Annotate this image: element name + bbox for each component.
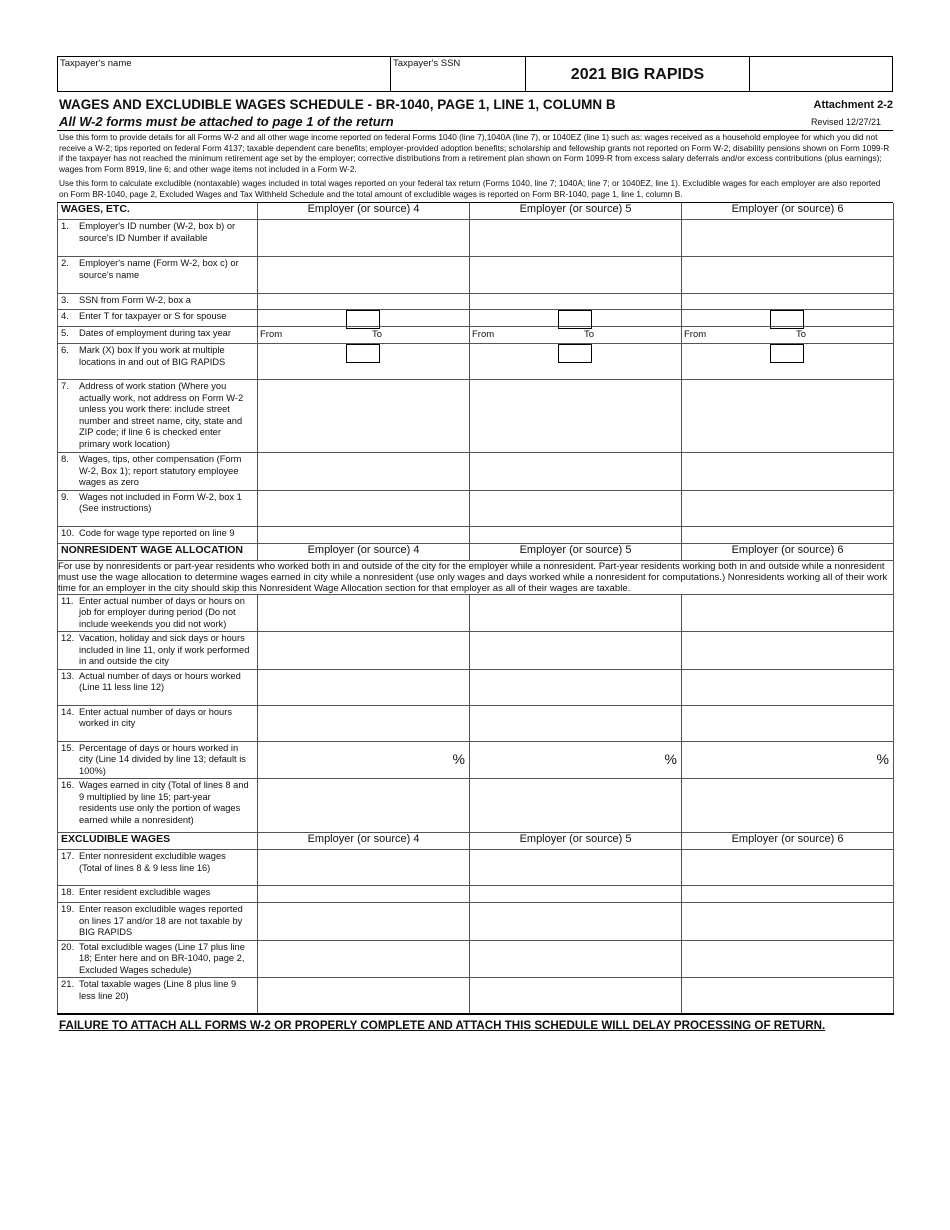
line-label: Enter resident excludible wages: [79, 887, 211, 898]
employer-5-line-16-input[interactable]: [470, 779, 682, 833]
section-header-excludible: [58, 833, 894, 850]
employer-4-line-4-cell: [258, 310, 470, 327]
revision-date: Revised 12/27/21: [810, 117, 881, 127]
employer-6-line-4-cell: [682, 310, 894, 327]
employer-4-line-3-input[interactable]: [258, 294, 470, 310]
title-bar: [57, 96, 893, 114]
percent-sign: %: [876, 750, 889, 767]
employer-4-line-12-input[interactable]: [258, 632, 470, 670]
line-number: 17.: [61, 851, 75, 863]
line-21-row: [58, 978, 894, 1014]
employer-6-line-6-cell: [682, 344, 894, 380]
attachment-number: Attachment 2-2: [813, 99, 893, 111]
column-header: Employer (or source) 5: [470, 833, 682, 850]
employer-5-line-12-input[interactable]: [470, 632, 682, 670]
from-label: From: [684, 329, 707, 341]
line-number: 12.: [61, 633, 75, 645]
line-number: 2.: [61, 258, 69, 270]
line-label: Total taxable wages (Line 8 plus line 9 less line 20): [79, 979, 237, 1001]
employer-5-line-6-cell: [470, 344, 682, 380]
to-label: To: [796, 329, 807, 341]
line-label: Address of work station (Where you actually work, not address on Form W-2 unless you work there: include street number and street name, city, state and ZIP code; if line 6 is checked enter primary work location): [79, 381, 244, 449]
line-number: 5.: [61, 328, 69, 340]
employer-5-line-14-input[interactable]: [470, 705, 682, 741]
taxpayer-spouse-box[interactable]: [558, 310, 592, 329]
employer-5-line-8-input[interactable]: [470, 453, 682, 491]
section-title: NONRESIDENT WAGE ALLOCATION: [58, 543, 258, 560]
line-number: 3.: [61, 295, 69, 307]
line-18-row: [58, 886, 894, 903]
employer-4-line-19-input[interactable]: [258, 903, 470, 941]
employer-6-line-19-input[interactable]: [682, 903, 894, 941]
employer-6-line-12-input[interactable]: [682, 632, 894, 670]
employer-6-line-1-input[interactable]: [682, 220, 894, 257]
employer-6-line-11-input[interactable]: [682, 594, 894, 632]
line-number: 6.: [61, 345, 69, 357]
percent-sign: %: [452, 750, 465, 767]
line-20-row: [58, 940, 894, 978]
taxpayer-name-field[interactable]: [58, 57, 391, 91]
line-6-row: [58, 344, 894, 380]
form-title: WAGES AND EXCLUDIBLE WAGES SCHEDULE - BR-1040, PAGE 1, LINE 1, COLUMN B: [59, 97, 616, 112]
line-number: 4.: [61, 311, 69, 323]
line-number: 11.: [61, 595, 74, 607]
employer-4-line-13-input[interactable]: [258, 669, 470, 705]
line-number: 21.: [61, 979, 75, 991]
line-label: Mark (X) box If you work at multiple locations in and out of BIG RAPIDS: [79, 345, 226, 367]
line-7-row: [58, 380, 894, 453]
employer-4-line-10-input[interactable]: [258, 526, 470, 543]
employer-5-line-11-input[interactable]: [470, 594, 682, 632]
employer-5-line-21-input[interactable]: [470, 978, 682, 1014]
line-19-row: [58, 903, 894, 941]
employer-5-line-4-cell: [470, 310, 682, 327]
line-label: Wages, tips, other compensation (Form W-2, Box 1); report statutory employee wages as zero: [79, 454, 242, 488]
employer-5-line-7-input[interactable]: [470, 380, 682, 453]
line-label: Percentage of days or hours worked in city (Line 14 divided by line 13; default is 100%): [79, 742, 246, 776]
employer-6-line-21-input[interactable]: [682, 978, 894, 1014]
percent-sign: %: [664, 750, 677, 767]
employer-6-line-9-input[interactable]: [682, 490, 894, 526]
line-number: 1.: [61, 221, 69, 233]
line-9-row: [58, 490, 894, 526]
nonresident-note: For use by nonresidents or part-year residents who worked both in and outside of the city for the employer while a nonresident. Part-year residents working both in and outside while a nonresident must use the wage allocation to determine wages earned in city while a nonresident (use only wages and days worked while a nonresident for computations.) Nonresidents working all of their work time for an employer in the city should skip this Nonresident Wage Allocation section for that employer as all of their wages are taxable.: [58, 560, 894, 594]
line-1-row: [58, 220, 894, 257]
employer-5-line-13-input[interactable]: [470, 669, 682, 705]
to-label: To: [372, 329, 383, 341]
line-number: 16.: [61, 780, 75, 792]
employer-6-line-13-input[interactable]: [682, 669, 894, 705]
line-number: 19.: [61, 904, 75, 916]
line-3-row: [58, 294, 894, 310]
form-subtitle: All W-2 forms must be attached to page 1 of the return: [59, 114, 394, 129]
employer-6-line-7-input[interactable]: [682, 380, 894, 453]
line-17-row: [58, 850, 894, 886]
line-15-row: [58, 741, 894, 779]
employer-5-line-19-input[interactable]: [470, 903, 682, 941]
line-number: 15.: [61, 742, 75, 754]
employer-5-line-15-input[interactable]: [470, 741, 682, 779]
employer-6-line-2-input[interactable]: [682, 257, 894, 294]
employer-5-line-3-input[interactable]: [470, 294, 682, 310]
employer-5-line-20-input[interactable]: [470, 940, 682, 978]
line-label: Wages earned in city (Total of lines 8 and 9 multiplied by line 15; part-year residents use only the portion of wages earned while a nonresident): [79, 780, 249, 825]
employer-4-line-16-input[interactable]: [258, 779, 470, 833]
line-14-row: [58, 705, 894, 741]
line-label: Dates of employment during tax year: [79, 328, 231, 339]
nonresident-note-row: [58, 560, 894, 594]
employer-6-line-8-input[interactable]: [682, 453, 894, 491]
column-header: Employer (or source) 4: [258, 203, 470, 220]
column-header: Employer (or source) 6: [682, 203, 894, 220]
line-number: 9.: [61, 491, 69, 503]
line-13-row: [58, 669, 894, 705]
employer-4-line-18-input[interactable]: [258, 886, 470, 903]
employer-5-line-2-input[interactable]: [470, 257, 682, 294]
line-number: 20.: [61, 941, 75, 953]
line-12-row: [58, 632, 894, 670]
wage-schedule-form: [57, 56, 893, 1015]
employer-4-line-15-input[interactable]: [258, 741, 470, 779]
section-title: WAGES, ETC.: [58, 203, 258, 220]
instructions-paragraph: Use this form to calculate excludible (nontaxable) wages included in total wages reported on your federal tax return (Forms 1040, line 7; 1040A; line 7; or 1040EZ, line 1). Excludible wages for each employer are also reported on Form BR-1040, page 2, Excluded Wages and Tax Withheld Schedule and the total amount of excludible wages is reported on Form BR-1040, page 1, line 1, column B.: [59, 178, 881, 199]
line-label: Code for wage type reported on line 9: [79, 527, 235, 538]
employer-4-line-2-input[interactable]: [258, 257, 470, 294]
column-header: Employer (or source) 5: [470, 203, 682, 220]
employer-6-line-3-input[interactable]: [682, 294, 894, 310]
line-number: 7.: [61, 381, 69, 393]
taxpayer-name-label: Taxpayer's name: [60, 58, 132, 69]
line-label: Enter reason excludible wages reported on lines 17 and/or 18 are not taxable by BIG RAPIDS: [79, 904, 243, 938]
from-label: From: [260, 329, 283, 341]
employer-6-line-14-input[interactable]: [682, 705, 894, 741]
line-2-row: [58, 257, 894, 294]
from-label: From: [472, 329, 495, 341]
taxpayer-spouse-box[interactable]: [770, 310, 804, 329]
wages-table: [57, 203, 894, 1015]
line-11-row: [58, 594, 894, 632]
taxpayer-spouse-box[interactable]: [346, 310, 380, 329]
employer-4-line-17-input[interactable]: [258, 850, 470, 886]
employer-6-line-10-input[interactable]: [682, 526, 894, 543]
line-number: 13.: [61, 670, 75, 682]
line-label: Wages not included in Form W-2, box 1 (See instructions): [79, 491, 242, 514]
line-label: Vacation, holiday and sick days or hours included in line 11, only if work performed in and outside the city: [79, 633, 250, 667]
employer-5-line-10-input[interactable]: [470, 526, 682, 543]
employer-4-line-6-cell: [258, 344, 470, 380]
footer-warning: FAILURE TO ATTACH ALL FORMS W-2 OR PROPERLY COMPLETE AND ATTACH THIS SCHEDULE WILL DELAY PROCESSING OF RETURN.: [59, 1019, 826, 1032]
subtitle-bar: [57, 114, 893, 131]
year-title-cell: [526, 57, 750, 91]
multiple-locations-checkbox[interactable]: [770, 344, 804, 363]
column-header: Employer (or source) 6: [682, 833, 894, 850]
employer-4-line-9-input[interactable]: [258, 490, 470, 526]
employer-5-line-18-input[interactable]: [470, 886, 682, 903]
employer-6-line-20-input[interactable]: [682, 940, 894, 978]
instructions-paragraph: Use this form to provide details for all Forms W-2 and all other wage income reported on federal Forms 1040 (line 7),1040A (line 7), or 1040EZ (line 1) such as: wages received as a household employee for which you did not receive a W-2; tips reported on federal Form 4137; taxable dependent care benefits; employer-provided adoption benefits; scholarship and fellowship grants not reported on Form W-2; disability pensions shown on Form 1099-R if the taxpayer has not reached the minimum retirement age set by the employer; corrective distributions from a retirement plan shown on Form 1099-R from excess salary deferrals and/or excess contributions (plus earnings); wages from Form 8919, line 6; and other wage items not included in a Form W-2.: [59, 132, 890, 174]
employer-4-line-8-input[interactable]: [258, 453, 470, 491]
line-number: 8.: [61, 454, 69, 466]
multiple-locations-checkbox[interactable]: [558, 344, 592, 363]
employer-5-line-17-input[interactable]: [470, 850, 682, 886]
line-number: 18.: [61, 887, 75, 899]
column-header: Employer (or source) 4: [258, 833, 470, 850]
line-8-row: [58, 453, 894, 491]
taxpayer-ssn-label: Taxpayer's SSN: [393, 58, 461, 69]
employer-6-line-16-input[interactable]: [682, 779, 894, 833]
line-label: Enter actual number of days or hours on job for employer during period (Do not include weekends you did not work): [79, 595, 245, 629]
section-title: EXCLUDIBLE WAGES: [58, 833, 258, 850]
employer-4-line-14-input[interactable]: [258, 705, 470, 741]
employer-6-dates-cell[interactable]: [682, 327, 894, 344]
line-4-row: [58, 310, 894, 327]
employer-5-line-1-input[interactable]: [470, 220, 682, 257]
year-title: 2021 BIG RAPIDS: [570, 66, 705, 83]
employer-5-line-9-input[interactable]: [470, 490, 682, 526]
column-header: Employer (or source) 5: [470, 543, 682, 560]
employer-5-dates-cell[interactable]: [470, 327, 682, 344]
employer-4-line-21-input[interactable]: [258, 978, 470, 1014]
instructions: [57, 131, 893, 203]
header-row: [57, 56, 893, 92]
section-header-nonresident: [58, 543, 894, 560]
taxpayer-ssn-field[interactable]: [391, 57, 526, 91]
column-header: Employer (or source) 6: [682, 543, 894, 560]
line-number: 10.: [61, 527, 75, 539]
employer-4-line-7-input[interactable]: [258, 380, 470, 453]
line-number: 14.: [61, 706, 75, 718]
line-label: Enter nonresident excludible wages (Total of lines 8 & 9 less line 16): [79, 851, 226, 873]
line-label: Employer's name (Form W-2, box c) or source's name: [79, 258, 239, 280]
column-header: Employer (or source) 4: [258, 543, 470, 560]
line-label: Total excludible wages (Line 17 plus line 18; Enter here and on BR-1040, page 2, Excluded Wages schedule): [79, 941, 245, 975]
header-blank-cell: [750, 57, 892, 91]
multiple-locations-checkbox[interactable]: [346, 344, 380, 363]
line-16-row: [58, 779, 894, 833]
employer-6-line-18-input[interactable]: [682, 886, 894, 903]
line-label: SSN from Form W-2, box a: [79, 295, 191, 306]
line-label: Enter T for taxpayer or S for spouse: [79, 311, 227, 322]
line-5-row: [58, 327, 894, 344]
employer-4-dates-cell[interactable]: [258, 327, 470, 344]
line-label: Employer's ID number (W-2, box b) or source's ID Number if available: [79, 221, 236, 243]
employer-6-line-15-input[interactable]: [682, 741, 894, 779]
employer-4-line-1-input[interactable]: [258, 220, 470, 257]
employer-6-line-17-input[interactable]: [682, 850, 894, 886]
line-10-row: [58, 526, 894, 543]
section-header-wages: [58, 203, 894, 220]
line-label: Actual number of days or hours worked (Line 11 less line 12): [79, 670, 241, 693]
employer-4-line-20-input[interactable]: [258, 940, 470, 978]
line-label: Enter actual number of days or hours worked in city: [79, 706, 232, 729]
to-label: To: [584, 329, 595, 341]
employer-4-line-11-input[interactable]: [258, 594, 470, 632]
